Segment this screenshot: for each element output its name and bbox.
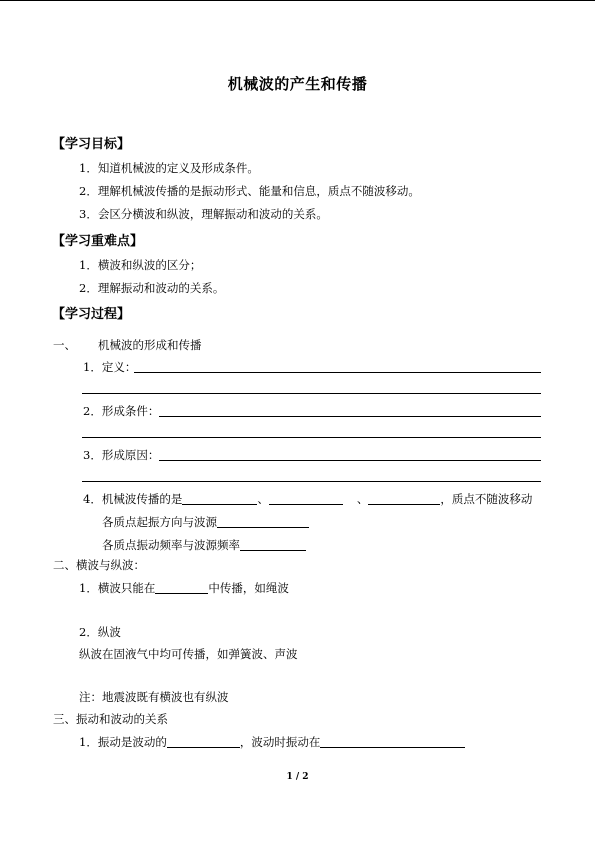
goal-item: 2．理解机械波传播的是振动形式、能量和信息，质点不随波移动。 [79, 184, 420, 198]
definition-answer-line-2[interactable] [82, 393, 541, 394]
goals-heading: 【学习目标】 [52, 137, 131, 152]
item4-blank-3[interactable] [368, 492, 440, 505]
goal-item: 1．知道机械波的定义及形成条件。 [79, 161, 259, 175]
relation-mid: ，波动时振动在 [239, 735, 321, 749]
direction-line [102, 514, 309, 530]
longitudinal-label: 2．纵波 [79, 625, 121, 639]
header-rule [0, 0, 595, 1]
page-number: 1 / 2 [286, 772, 309, 782]
section3-title: 三、振动和波动的关系 [53, 712, 168, 726]
transverse-prefix: 1．横波只能在 [79, 581, 156, 595]
section1-number: 一、 [53, 338, 76, 352]
longitudinal-text: 纵波在固液气中均可传播，如弹簧波、声波 [79, 647, 298, 661]
definition-answer-line[interactable] [134, 372, 541, 373]
transverse-suffix: 中传播，如绳波 [208, 581, 289, 595]
relation-line [79, 734, 465, 750]
conditions-label: 2．形成条件： [83, 404, 160, 418]
item4-separator: 、 [257, 492, 269, 506]
direction-text: 各质点起振方向与波源 [102, 515, 217, 529]
item4-suffix: ，质点不随波移动 [440, 492, 533, 506]
process-heading: 【学习过程】 [52, 307, 131, 322]
goal-item: 3．会区分横波和纵波，理解振动和波动的关系。 [79, 207, 328, 221]
conditions-answer-line[interactable] [159, 416, 541, 417]
reason-answer-line[interactable] [159, 460, 541, 461]
difficulty-item: 1．横波和纵波的区分； [79, 258, 202, 272]
item4-prefix: 4．机械波传播的是 [83, 492, 183, 506]
transverse-line [79, 580, 289, 596]
item4-blank-1[interactable] [182, 492, 257, 505]
section1-title: 机械波的形成和传播 [98, 338, 202, 352]
reason-label: 3．形成原因： [83, 448, 160, 462]
frequency-blank[interactable] [240, 538, 306, 551]
transverse-blank[interactable] [155, 581, 208, 594]
page-title: 机械波的产生和传播 [227, 75, 368, 93]
relation-blank-1[interactable] [167, 735, 240, 748]
section2-title: 二、横波与纵波： [53, 558, 145, 572]
item4-line [83, 491, 532, 507]
frequency-line [102, 537, 306, 553]
direction-blank[interactable] [217, 515, 309, 528]
item4-separator: 、 [356, 492, 369, 506]
earthquake-note: 注：地震波既有横波也有纵波 [79, 690, 229, 704]
item4-blank-2[interactable] [269, 492, 343, 505]
relation-blank-2[interactable] [320, 735, 465, 748]
difficulty-item: 2．理解振动和波动的关系。 [79, 281, 225, 295]
definition-label: 1．定义： [83, 360, 137, 374]
difficulties-heading: 【学习重难点】 [52, 234, 144, 249]
frequency-text: 各质点振动频率与波源频率 [102, 538, 240, 552]
reason-answer-line-2[interactable] [82, 481, 541, 482]
relation-prefix: 1．振动是波动的 [79, 735, 167, 749]
conditions-answer-line-2[interactable] [82, 437, 541, 438]
